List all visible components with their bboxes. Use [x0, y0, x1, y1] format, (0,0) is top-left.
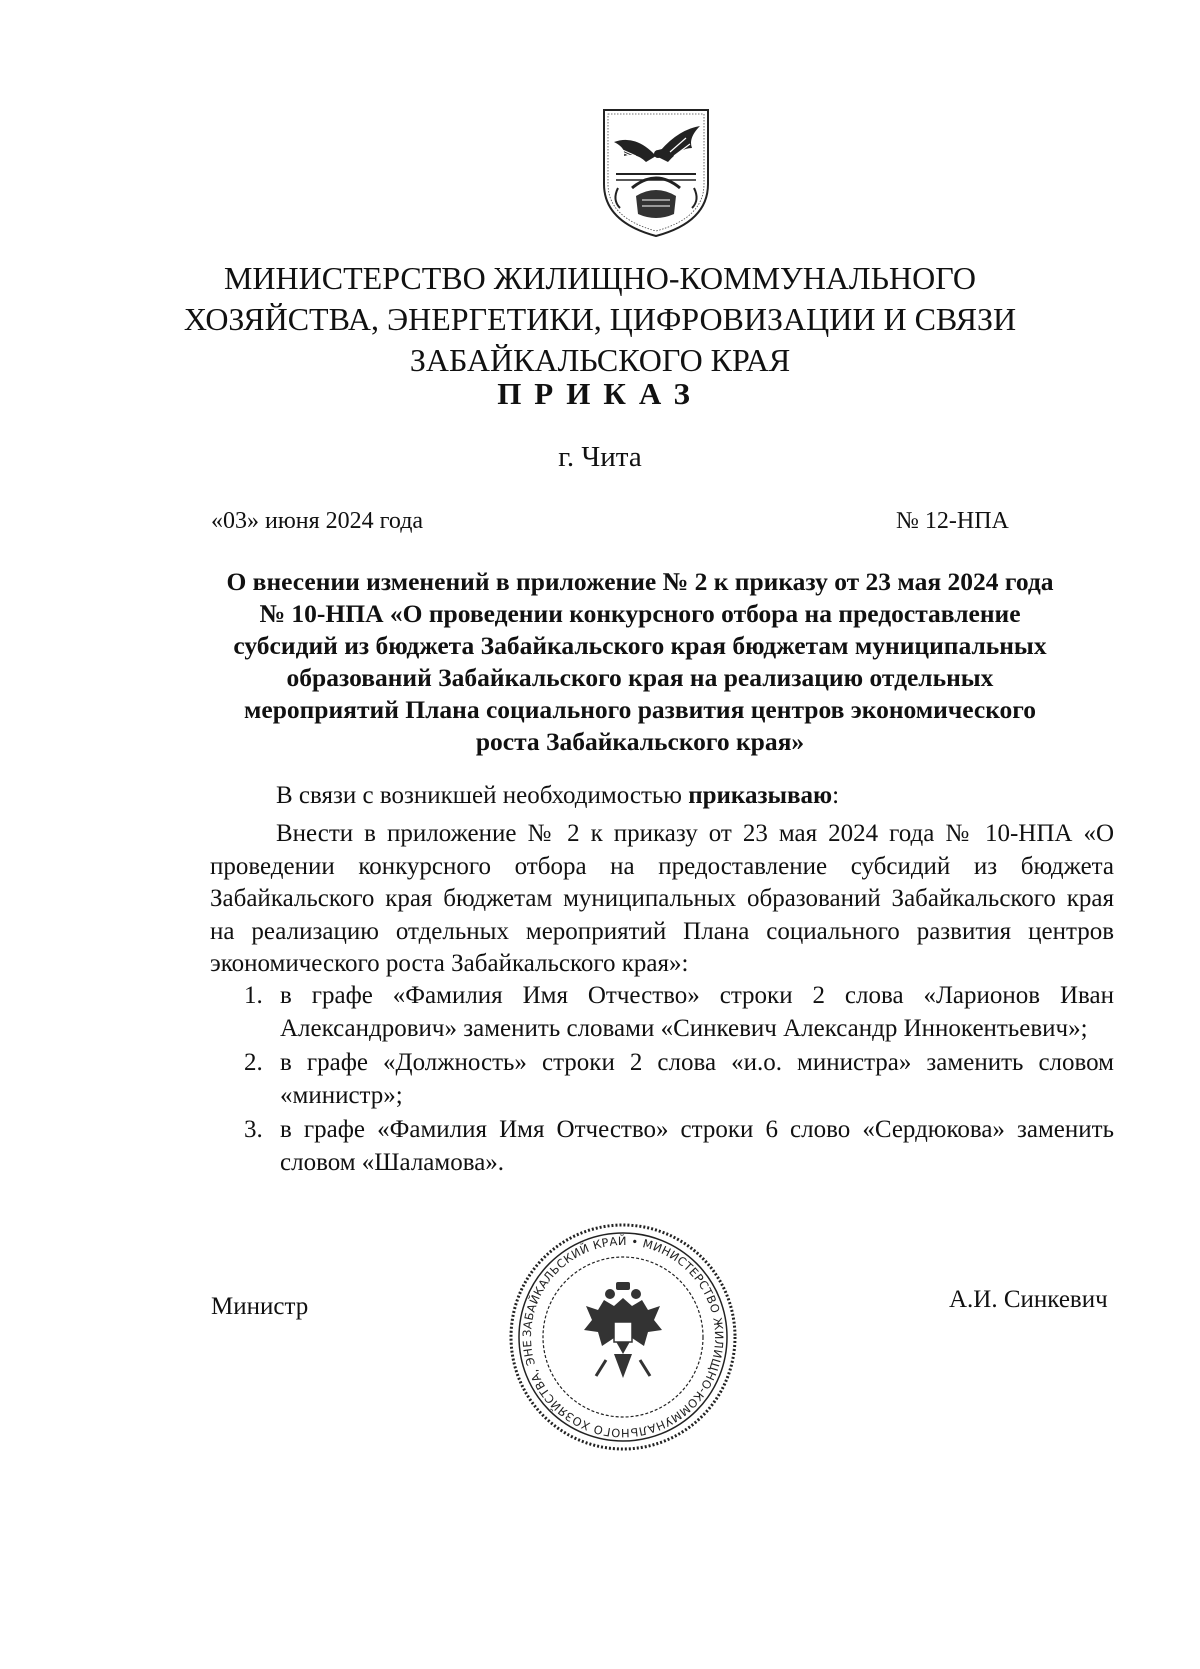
- order-date: «03» июня 2024 года: [211, 508, 424, 534]
- preamble: [276, 782, 839, 810]
- list-item: [240, 1114, 1114, 1179]
- list-item-number: 3.: [244, 1116, 263, 1143]
- order-title-line: образований Забайкальского края на реализацию отдельных: [286, 663, 994, 692]
- list-item-text: в графе «Должность» строки 2 слова «и.о. министра» заменить словом «министр»;: [280, 1049, 1114, 1109]
- list-item-text: в графе «Фамилия Имя Отчество» строки 2 слова «Ларионов Иван Александрович» заменить словами «Синкевич Александр Иннокентьевич»;: [280, 982, 1114, 1042]
- order-title-line: роста Забайкальского края»: [475, 727, 805, 756]
- order-number: № 12-НПА: [896, 508, 1009, 534]
- signatory-position: Министр: [211, 1293, 309, 1320]
- ministry-name-line-3: ЗАБАЙКАЛЬСКОГО КРАЯ: [409, 342, 791, 378]
- preamble-text: В связи с возникшей необходимостью: [276, 782, 689, 809]
- ministry-name-line-1: МИНИСТЕРСТВО ЖИЛИЩНО-КОММУНАЛЬНОГО: [223, 260, 977, 296]
- order-title-line: мероприятий Плана социального развития центров экономического: [244, 695, 1036, 724]
- order-title-line: № 10-НПА «О проведении конкурсного отбора на предоставление: [259, 599, 1021, 628]
- order-title-line: О внесении изменений в приложение № 2 к приказу от 23 мая 2024 года: [226, 567, 1054, 596]
- preamble-keyword: приказываю: [688, 782, 833, 809]
- list-item-number: 1.: [244, 982, 263, 1009]
- list-item-text: в графе «Фамилия Имя Отчество» строки 6 слово «Сердюкова» заменить словом «Шаламова».: [280, 1116, 1114, 1176]
- official-seal-icon: [506, 1220, 740, 1454]
- list-item-number: 2.: [244, 1049, 263, 1076]
- preamble-tail: :: [832, 782, 840, 809]
- amendments-list: [240, 980, 1114, 1181]
- list-item: [240, 980, 1114, 1045]
- document-type-heading: ПРИКАЗ: [497, 376, 703, 411]
- city-line: г. Чита: [558, 441, 642, 473]
- coat-of-arms-icon: [596, 104, 716, 240]
- order-title-line: субсидий из бюджета Забайкальского края бюджетам муниципальных: [233, 631, 1047, 660]
- order-title: [200, 566, 1080, 758]
- order-body-paragraph: Внести в приложение № 2 к приказу от 23 мая 2024 года № 10-НПА «О проведении конкурсного отбора на предоставление субсидий из бюджета Забайкальского края бюджетам муниципальных образований Забайкальского края на реализацию отдельных мероприятий Плана социального развития центров экономического роста Забайкальского края»:: [210, 820, 1114, 977]
- signatory-name: А.И. Синкевич: [949, 1286, 1108, 1313]
- seal-ring-text: ЗАБАЙКАЛЬСКИЙ КРАЙ • МИНИСТЕРСТВО ЖИЛИЩНО-КОММУНАЛЬНОГО ХОЗЯЙСТВА, ЭНЕ: [519, 1233, 727, 1441]
- ministry-name-line-2: ХОЗЯЙСТВА, ЭНЕРГЕТИКИ, ЦИФРОВИЗАЦИИ И СВЯЗИ: [183, 301, 1017, 337]
- list-item: [240, 1047, 1114, 1112]
